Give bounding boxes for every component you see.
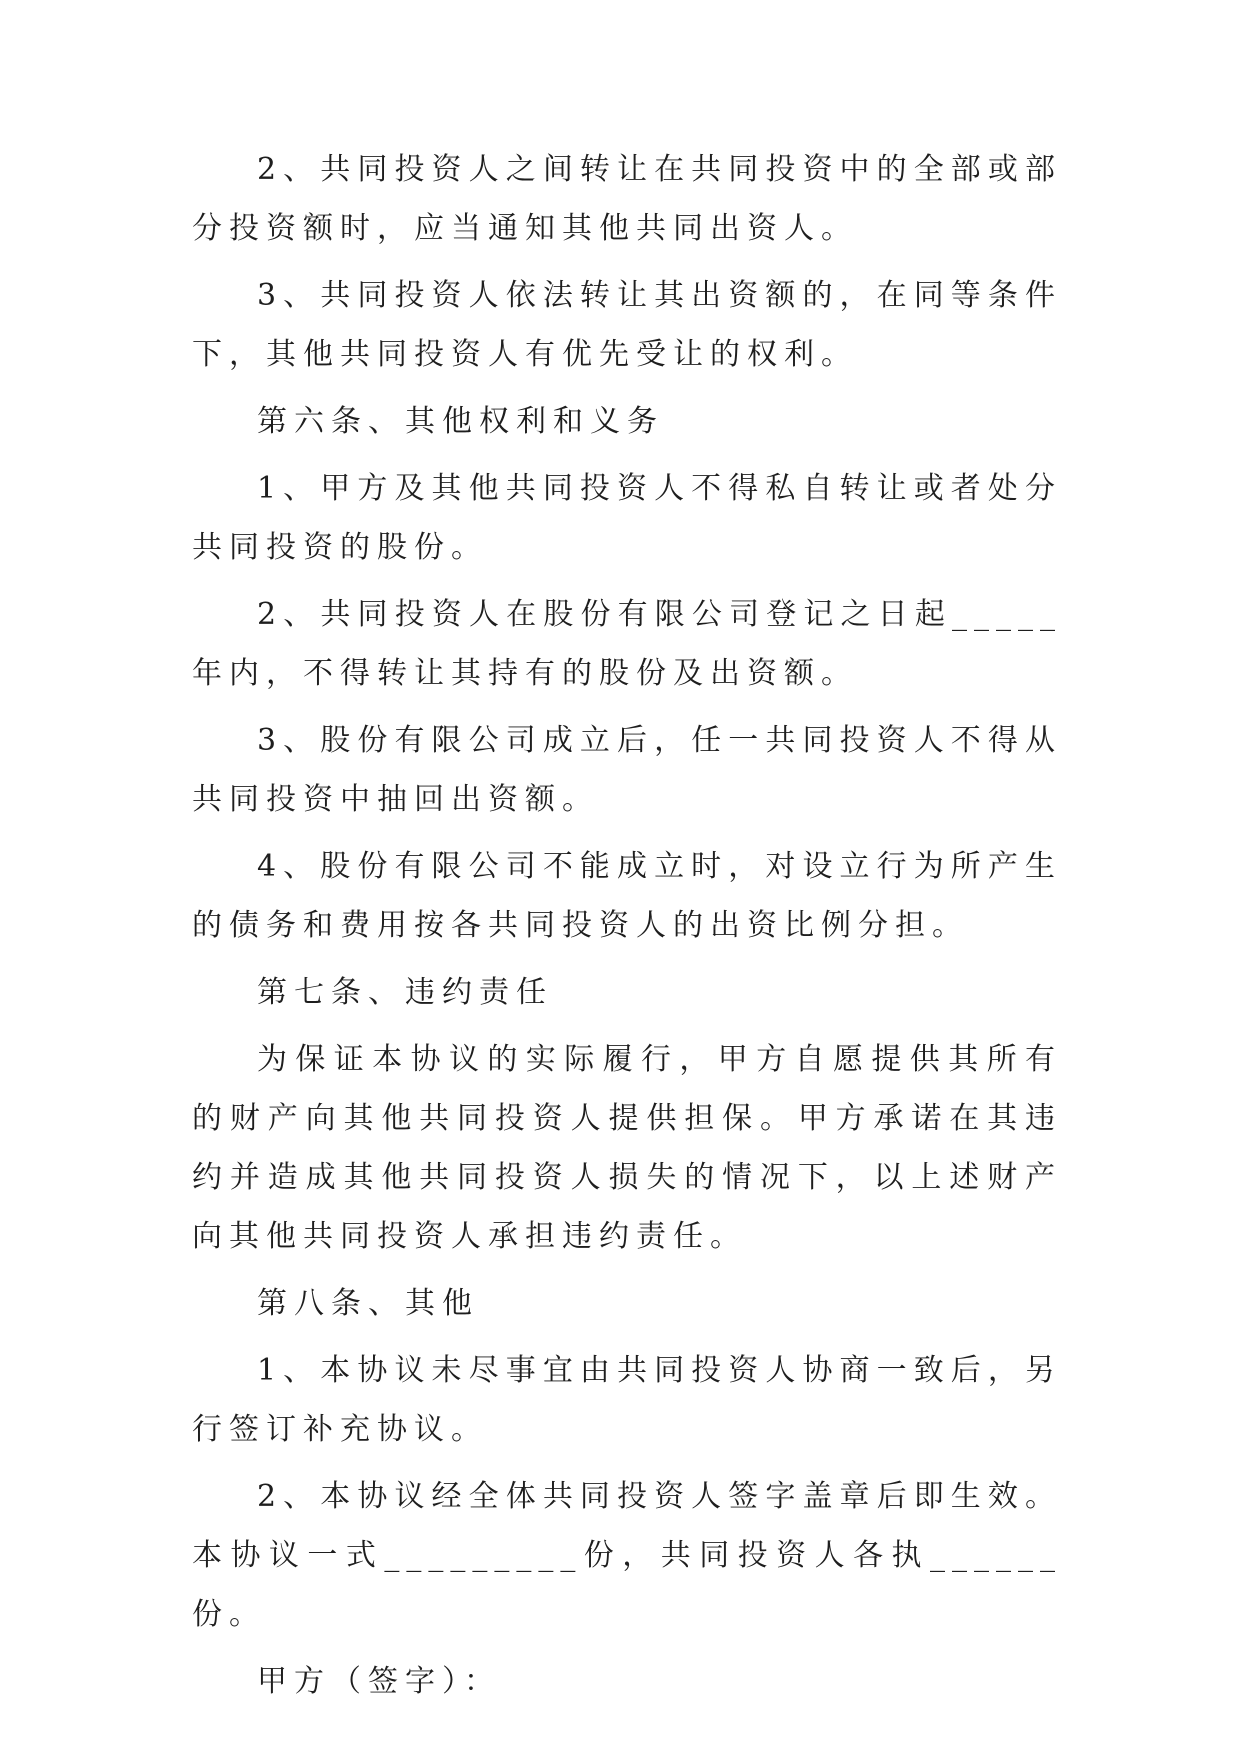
clause-6-item-1: 1、甲方及其他共同投资人不得私自转让或者处分共同投资的股份。	[192, 471, 1062, 565]
clause-5-item-2: 2、共同投资人之间转让在共同投资中的全部或部分投资额时，应当通知其他共同出资人。	[192, 152, 1062, 246]
clause-7-text: 为保证本协议的实际履行，甲方自愿提供其所有的财产向其他共同投资人提供担保。甲方承诺在其违约并造成其他共同投资人损失的情况下，以上述财产向其他共同投资人承担违约责任。	[192, 1042, 1062, 1254]
clause-7-heading: 第七条、违约责任	[257, 975, 553, 1010]
clause-8-heading: 第八条、其他	[257, 1286, 479, 1321]
document-body	[192, 140, 1062, 1719]
party-a-signature-line: 甲方（签字）：	[257, 1664, 501, 1699]
clause-6-item-4: 4、股份有限公司不能成立时，对设立行为所产生的债务和费用按各共同投资人的出资比例分担。	[192, 849, 1062, 943]
clause-8-item-2: 2、本协议经全体共同投资人签字盖章后即生效。本协议一式_________份，共同投资人各执______份。	[192, 1479, 1062, 1632]
clause-6-item-3: 3、股份有限公司成立后，任一共同投资人不得从共同投资中抽回出资额。	[192, 723, 1062, 817]
clause-6-item-2: 2、共同投资人在股份有限公司登记之日起_____年内，不得转让其持有的股份及出资额。	[192, 597, 1062, 691]
clause-6-heading: 第六条、其他权利和义务	[257, 404, 664, 439]
clause-8-item-1: 1、本协议未尽事宜由共同投资人协商一致后，另行签订补充协议。	[192, 1353, 1062, 1447]
clause-5-item-3: 3、共同投资人依法转让其出资额的，在同等条件下，其他共同投资人有优先受让的权利。	[192, 278, 1062, 372]
